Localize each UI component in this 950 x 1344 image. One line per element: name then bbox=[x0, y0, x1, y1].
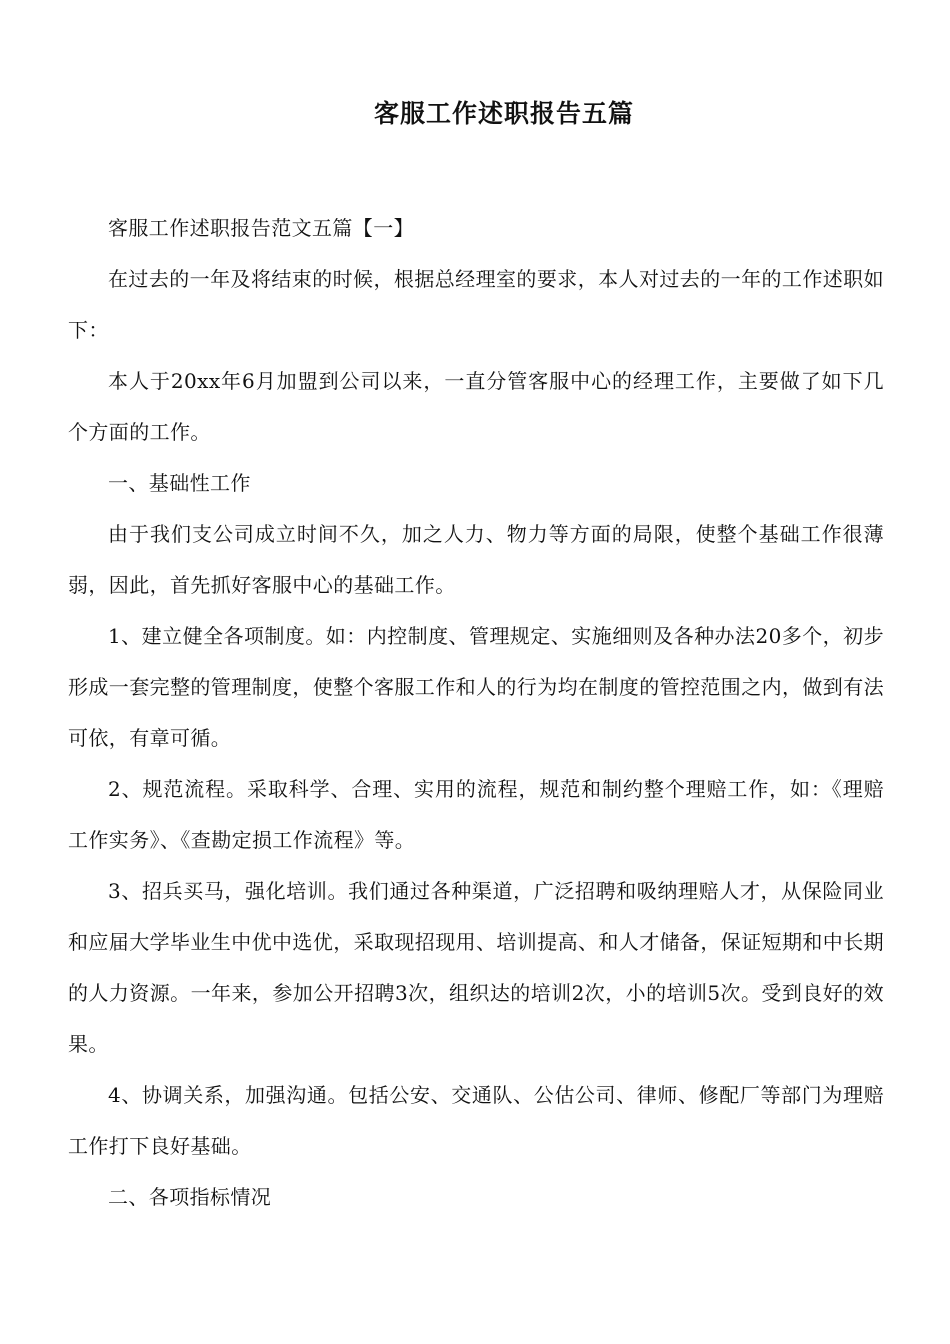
paragraph-item-3: 3、招兵买马，强化培训。我们通过各种渠道，广泛招聘和吸纳理赔人才，从保险同业和应届大学毕业生中优中选优，采取现招现用、培训提高、和人才储备，保证短期和中长期的人力资源。一年来，参加公开招聘3次，组织达的培训2次，小的培训5次。受到良好的效果。 bbox=[68, 879, 884, 1056]
paragraph-basic-work: 由于我们支公司成立时间不久，加之人力、物力等方面的局限，使整个基础工作很薄弱，因此，首先抓好客服中心的基础工作。 bbox=[68, 522, 884, 597]
paragraph-section-heading: 客服工作述职报告范文五篇【一】 bbox=[108, 216, 414, 240]
paragraph-intro: 在过去的一年及将结束的时候，根据总经理室的要求，本人对过去的一年的工作述职如下： bbox=[68, 267, 884, 342]
paragraph-item-1: 1、建立健全各项制度。如：内控制度、管理规定、实施细则及各种办法20多个，初步形成一套完整的管理制度，使整个客服工作和人的行为均在制度的管控范围之内，做到有法可依，有章可循。 bbox=[68, 624, 884, 750]
paragraph-item-4: 4、协调关系，加强沟通。包括公安、交通队、公估公司、律师、修配厂等部门为理赔工作打下良好基础。 bbox=[68, 1083, 884, 1158]
document-body bbox=[68, 203, 884, 1223]
paragraph-heading-indicators: 二、各项指标情况 bbox=[108, 1185, 272, 1209]
document-title: 客服工作述职报告五篇 bbox=[373, 99, 634, 128]
paragraph-background: 本人于20xx年6月加盟到公司以来，一直分管客服中心的经理工作，主要做了如下几个方面的工作。 bbox=[68, 369, 884, 444]
paragraph-item-2: 2、规范流程。采取科学、合理、实用的流程，规范和制约整个理赔工作，如：《理赔工作实务》、《查勘定损工作流程》等。 bbox=[68, 777, 884, 852]
paragraph-heading-basic-work: 一、基础性工作 bbox=[108, 471, 251, 495]
